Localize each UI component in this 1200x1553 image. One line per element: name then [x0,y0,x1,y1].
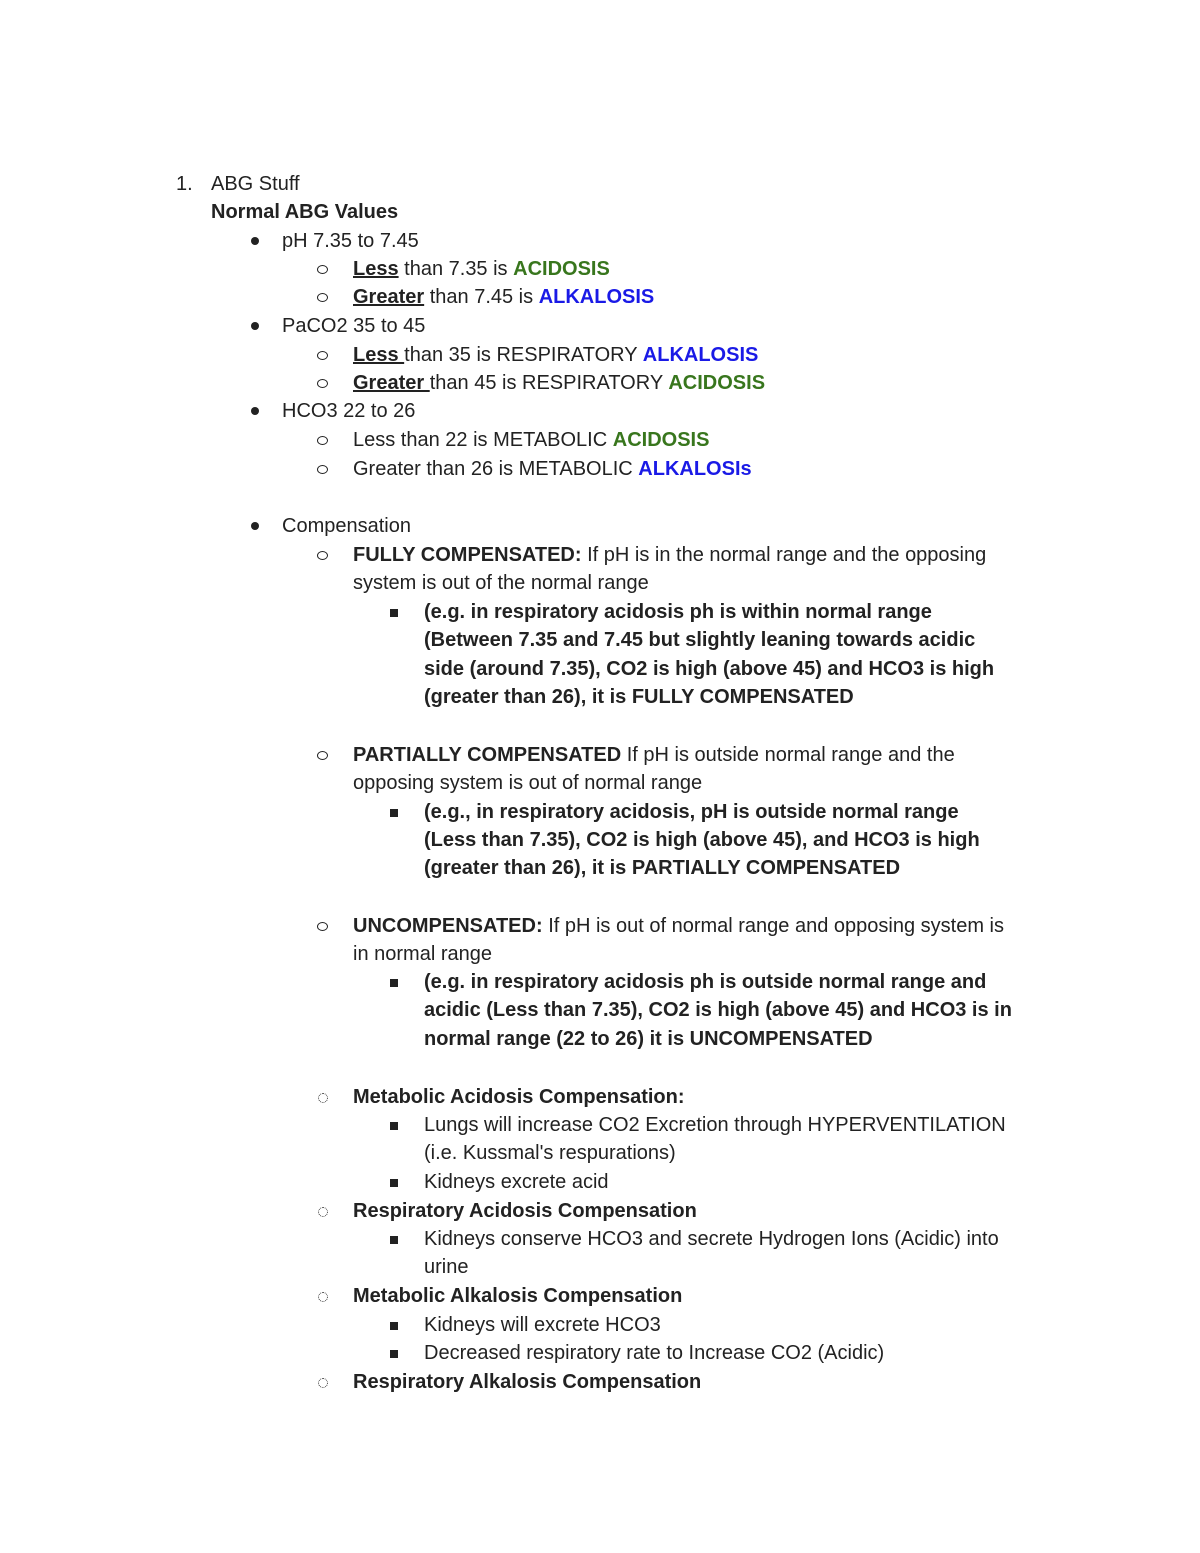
hco3-range: HCO3 22 to 26 [282,400,416,422]
bullet-disc [251,522,259,530]
bullet-square [390,1322,398,1330]
respiratory-acidosis-item1-cont: urine [424,1256,469,1278]
bullet-dotted-circle [318,1093,328,1103]
bullet-square [390,1179,398,1187]
hco3-less-line: Less than 22 is METABOLIC ACIDOSIS [353,429,710,451]
ph-greater-result: ALKALOSIS [538,286,655,308]
list-number: 1. [176,173,193,195]
bullet-disc [251,407,259,415]
bullet-circle [317,379,328,388]
bullet-circle [317,465,328,474]
hco3-greater-line: Greater than 26 is METABOLIC ALKALOSIs [353,458,752,480]
bullet-square [390,609,398,617]
bullet-dotted-circle [318,1207,328,1217]
ph-less-result: ACIDOSIS [513,258,610,280]
ph-less-word: Less [353,258,399,280]
bullet-dotted-circle [318,1292,328,1302]
bullet-circle [317,551,328,560]
paco2-less-line: Less than 35 is RESPIRATORY ALKALOSIS [353,344,759,366]
bullet-circle [317,436,328,445]
subheading: Normal ABG Values [211,201,399,223]
fully-example-line1: (e.g. in respiratory acidosis ph is within normal range [424,601,932,623]
metabolic-acidosis-title: Metabolic Acidosis Compensation: [353,1086,685,1108]
uncompensated-example-line3: normal range (22 to 26) it is UNCOMPENSATED [424,1028,873,1050]
bullet-disc [251,322,259,330]
respiratory-alkalosis-title: Respiratory Alkalosis Compensation [353,1371,702,1393]
bullet-circle [317,293,328,302]
ph-greater-word: Greater [353,286,425,308]
paco2-greater-line: Greater than 45 is RESPIRATORY ACIDOSIS [353,372,766,394]
fully-example-line3: side (around 7.35), CO2 is high (above 45) and HCO3 is high [424,658,995,680]
metabolic-acidosis-item1-cont: (i.e. Kussmal's respurations) [424,1142,676,1164]
respiratory-acidosis-item1: Kidneys conserve HCO3 and secrete Hydrogen Ions (Acidic) into [424,1228,999,1250]
paco2-range: PaCO2 35 to 45 [282,315,426,337]
partially-example-line1: (e.g., in respiratory acidosis, pH is outside normal range [424,801,959,823]
metabolic-alkalosis-title: Metabolic Alkalosis Compensation [353,1285,683,1307]
bullet-square [390,1236,398,1244]
ph-less-line: Less than 7.35 is ACIDOSIS [353,258,610,280]
uncompensated-example-line1: (e.g. in respiratory acidosis ph is outside normal range and [424,971,987,993]
metabolic-acidosis-item2: Kidneys excrete acid [424,1171,609,1193]
bullet-circle [317,922,328,931]
uncompensated-line: UNCOMPENSATED: If pH is out of normal range and opposing system is [353,915,1004,937]
bullet-square [390,979,398,987]
section-heading: ABG Stuff [211,173,300,195]
metabolic-alkalosis-item1: Kidneys will excrete HCO3 [424,1314,661,1336]
bullet-square [390,1350,398,1358]
bullet-circle [317,265,328,274]
bullet-circle [317,351,328,360]
bullet-circle [317,751,328,760]
uncompensated-line2: in normal range [353,943,492,965]
bullet-disc [251,237,259,245]
fully-compensated-line: FULLY COMPENSATED: If pH is in the normal range and the opposing [353,544,987,566]
partially-example-line2: (Less than 7.35), CO2 is high (above 45), and HCO3 is high [424,829,980,851]
fully-example-line4: (greater than 26), it is FULLY COMPENSATED [424,686,854,708]
partially-compensated-line: PARTIALLY COMPENSATED If pH is outside normal range and the [353,744,955,766]
metabolic-alkalosis-item2: Decreased respiratory rate to Increase CO2 (Acidic) [424,1342,885,1364]
ph-range: pH 7.35 to 7.45 [282,230,419,252]
respiratory-acidosis-title: Respiratory Acidosis Compensation [353,1200,697,1222]
bullet-square [390,809,398,817]
bullet-square [390,1122,398,1130]
bullet-dotted-circle [318,1378,328,1388]
fully-compensated-line2: system is out of the normal range [353,572,649,594]
compensation-label: Compensation [282,515,411,537]
uncompensated-example-line2: acidic (Less than 7.35), CO2 is high (above 45) and HCO3 is in [424,999,1012,1021]
fully-example-line2: (Between 7.35 and 7.45 but slightly leaning towards acidic [424,629,976,651]
ph-greater-line: Greater than 7.45 is ALKALOSIS [353,286,655,308]
metabolic-acidosis-item1: Lungs will increase CO2 Excretion through HYPERVENTILATION [424,1114,1006,1136]
partially-example-line3: (greater than 26), it is PARTIALLY COMPENSATED [424,857,901,879]
partially-compensated-line2: opposing system is out of normal range [353,772,703,794]
